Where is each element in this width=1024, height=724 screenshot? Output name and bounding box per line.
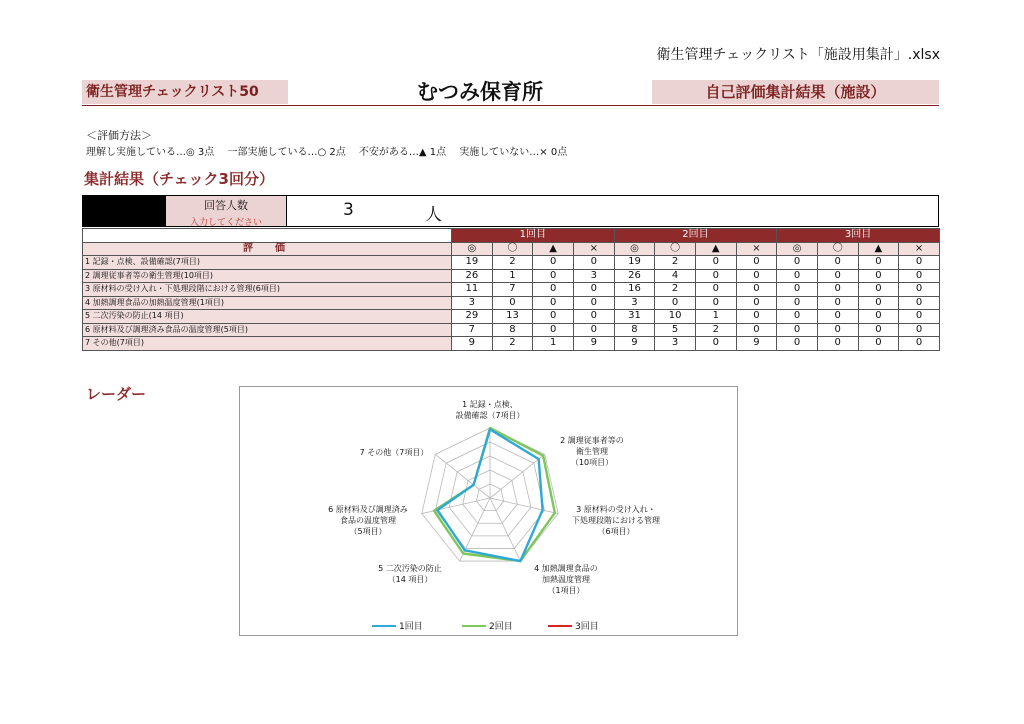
score-cell: 0 [777, 269, 818, 283]
score-cell: 13 [492, 310, 533, 324]
score-cell: 0 [695, 269, 736, 283]
redacted-block [83, 196, 165, 226]
score-cell: 0 [573, 310, 614, 324]
radar-axis-label-line: 下処理段階における管理 [572, 516, 660, 525]
legend-swatch [372, 625, 396, 627]
score-cell: 0 [817, 296, 858, 310]
legend-label: 3回目 [575, 622, 599, 632]
header-divider [82, 105, 939, 106]
radar-spoke [490, 498, 520, 561]
row-label: 4 加熱調理食品の加熱温度管理(1項目) [83, 296, 452, 310]
score-cell: 0 [533, 296, 574, 310]
symbol-circle: 〇 [817, 242, 858, 256]
radar-axis-label [340, 563, 480, 585]
radar-axis-label-line: （14 項目） [387, 575, 433, 584]
score-cell: 0 [899, 296, 940, 310]
score-cell: 0 [777, 296, 818, 310]
score-cell: 0 [736, 296, 777, 310]
score-cell: 0 [777, 283, 818, 297]
radar-axis-label-line: 1 記録・点検、 [462, 400, 518, 409]
table-row [83, 310, 940, 324]
legend-swatch [548, 625, 572, 627]
symbol-double-circle: ◎ [614, 242, 655, 256]
radar-axis-label-line: （5項目） [349, 527, 387, 536]
score-cell: 9 [573, 337, 614, 351]
symbol-triangle: ▲ [858, 242, 899, 256]
score-cell: 2 [695, 323, 736, 337]
score-cell: 0 [573, 296, 614, 310]
score-cell: 0 [777, 310, 818, 324]
score-cell: 7 [492, 283, 533, 297]
score-cell: 0 [777, 256, 818, 270]
score-cell: 0 [695, 256, 736, 270]
score-cell: 0 [899, 256, 940, 270]
score-cell: 29 [452, 310, 493, 324]
radar-axis-label-line: （6項目） [597, 527, 635, 536]
respondents-label: 回答人数 [204, 199, 248, 212]
score-cell: 2 [655, 283, 696, 297]
score-cell: 0 [899, 323, 940, 337]
score-cell: 0 [858, 310, 899, 324]
legend-item [462, 619, 513, 632]
score-cell: 0 [695, 283, 736, 297]
score-cell: 0 [736, 283, 777, 297]
score-cell: 0 [533, 256, 574, 270]
radar-axis-label [420, 399, 560, 421]
score-cell: 2 [655, 256, 696, 270]
symbol-cross: × [899, 242, 940, 256]
score-cell: 0 [492, 296, 533, 310]
table-row [83, 337, 940, 351]
symbol-circle: 〇 [655, 242, 696, 256]
row-label: 6 原材料及び調理済み食品の温度管理(5項目) [83, 323, 452, 337]
results-table [82, 228, 940, 351]
file-name: 衛生管理チェックリスト「施設用集計」.xlsx [656, 47, 940, 63]
symbol-header-row [83, 242, 940, 256]
score-cell: 5 [655, 323, 696, 337]
score-cell: 16 [614, 283, 655, 297]
radar-axis-label-line: （10項目） [570, 458, 614, 467]
score-cell: 3 [573, 269, 614, 283]
score-cell: 0 [817, 269, 858, 283]
radar-axis-label-line: 設備確認（7項目） [455, 411, 525, 420]
radar-axis-label-line: 5 二次汚染の防止 [378, 564, 442, 573]
round-header-3: 3回目 [777, 229, 940, 243]
radar-axis-label-line: 6 原材料及び調理済み [328, 505, 408, 514]
score-cell: 0 [817, 256, 858, 270]
score-cell: 0 [533, 283, 574, 297]
score-cell: 8 [614, 323, 655, 337]
score-cell: 0 [858, 283, 899, 297]
result-title: 自己評価集計結果（施設） [652, 80, 939, 104]
score-cell: 0 [533, 310, 574, 324]
score-cell: 0 [858, 323, 899, 337]
score-cell: 19 [614, 256, 655, 270]
symbol-circle: 〇 [492, 242, 533, 256]
respondents-label-cell [165, 196, 287, 226]
score-cell: 9 [736, 337, 777, 351]
score-cell: 26 [452, 269, 493, 283]
radar-axis-label-line: 7 その他（7項目） [359, 448, 429, 457]
table-row [83, 283, 940, 297]
respondents-hint: 入力してください [189, 218, 262, 228]
radar-axis-label-line: 3 原材料の受け入れ・ [576, 505, 656, 514]
score-cell: 2 [492, 256, 533, 270]
summary-title: 集計結果（チェック3回分） [84, 170, 274, 188]
score-cell: 2 [492, 337, 533, 351]
score-cell: 0 [817, 283, 858, 297]
radar-axis-label [496, 563, 636, 596]
round-header-blank [83, 229, 452, 243]
score-cell: 0 [777, 337, 818, 351]
score-cell: 0 [817, 323, 858, 337]
score-cell: 0 [899, 337, 940, 351]
score-cell: 0 [899, 283, 940, 297]
round-header-row [83, 229, 940, 243]
symbol-cross: × [573, 242, 614, 256]
score-cell: 4 [655, 269, 696, 283]
radar-chart [239, 386, 738, 636]
row-label: 3 原材料の受け入れ・下処理段階における管理(6項目) [83, 283, 452, 297]
radar-axis-label [298, 504, 438, 537]
score-cell: 0 [695, 296, 736, 310]
score-cell: 9 [452, 337, 493, 351]
score-cell: 0 [533, 269, 574, 283]
score-cell: 11 [452, 283, 493, 297]
table-row [83, 256, 940, 270]
score-cell: 0 [736, 323, 777, 337]
radar-title: レーダー [86, 385, 147, 403]
symbol-double-circle: ◎ [452, 242, 493, 256]
score-cell: 0 [858, 337, 899, 351]
score-cell: 0 [858, 296, 899, 310]
radar-axis-label [522, 435, 662, 468]
score-cell: 0 [858, 269, 899, 283]
eval-header: 評 価 [83, 242, 452, 256]
score-cell: 3 [655, 337, 696, 351]
score-cell: 1 [533, 337, 574, 351]
respondents-count[interactable]: 3 [343, 200, 354, 220]
facility-name: むつみ保育所 [417, 80, 543, 104]
score-cell: 0 [736, 256, 777, 270]
row-label: 5 二次汚染の防止(14 項目) [83, 310, 452, 324]
symbol-triangle: ▲ [533, 242, 574, 256]
radar-axis-label-line: 2 調理従事者等の [560, 436, 624, 445]
score-cell: 0 [817, 310, 858, 324]
radar-axis-label-line: 加熱温度管理 [542, 575, 590, 584]
score-cell: 0 [817, 337, 858, 351]
symbol-triangle: ▲ [695, 242, 736, 256]
checklist-title: 衛生管理チェックリスト50 [82, 80, 288, 104]
score-cell: 0 [573, 256, 614, 270]
table-row [83, 296, 940, 310]
score-cell: 0 [695, 337, 736, 351]
round-header-2: 2回目 [614, 229, 777, 243]
score-cell: 8 [492, 323, 533, 337]
score-cell: 1 [695, 310, 736, 324]
method-text: 理解し実施している…◎ 3点 一部実施している…○ 2点 不安がある…▲ 1点 実施していない…× 0点 [86, 147, 568, 158]
round-header-1: 1回目 [452, 229, 615, 243]
row-label: 2 調理従事者等の衛生管理(10項目) [83, 269, 452, 283]
score-cell: 0 [573, 323, 614, 337]
score-cell: 3 [452, 296, 493, 310]
table-row [83, 269, 940, 283]
score-cell: 1 [492, 269, 533, 283]
row-label: 7 その他(7項目) [83, 337, 452, 351]
score-cell: 0 [655, 296, 696, 310]
score-cell: 0 [858, 256, 899, 270]
score-cell: 19 [452, 256, 493, 270]
legend-label: 2回目 [489, 622, 513, 632]
score-cell: 9 [614, 337, 655, 351]
score-cell: 7 [452, 323, 493, 337]
legend-item [548, 619, 599, 632]
score-cell: 0 [736, 310, 777, 324]
score-cell: 0 [777, 323, 818, 337]
respondents-unit: 人 [425, 205, 442, 225]
score-cell: 3 [614, 296, 655, 310]
radar-axis-label-line: 衛生管理 [576, 447, 608, 456]
row-label: 1 記録・点検、設備確認(7項目) [83, 256, 452, 270]
radar-axis-label [546, 504, 686, 537]
legend-label: 1回目 [399, 622, 423, 632]
legend-swatch [462, 625, 486, 627]
radar-axis-label-line: 4 加熱調理食品の [534, 564, 598, 573]
score-cell: 0 [899, 269, 940, 283]
radar-axis-label-line: （1項目） [547, 586, 585, 595]
score-cell: 10 [655, 310, 696, 324]
symbol-double-circle: ◎ [777, 242, 818, 256]
score-cell: 0 [573, 283, 614, 297]
score-cell: 0 [533, 323, 574, 337]
method-heading: ＜評価方法＞ [86, 129, 152, 142]
score-cell: 26 [614, 269, 655, 283]
symbol-cross: × [736, 242, 777, 256]
score-cell: 0 [736, 269, 777, 283]
score-cell: 31 [614, 310, 655, 324]
legend-item [372, 619, 423, 632]
score-cell: 0 [899, 310, 940, 324]
table-row [83, 323, 940, 337]
radar-axis-label-line: 食品の温度管理 [340, 516, 396, 525]
radar-axis-label [324, 447, 464, 458]
respondents-row [82, 195, 939, 227]
